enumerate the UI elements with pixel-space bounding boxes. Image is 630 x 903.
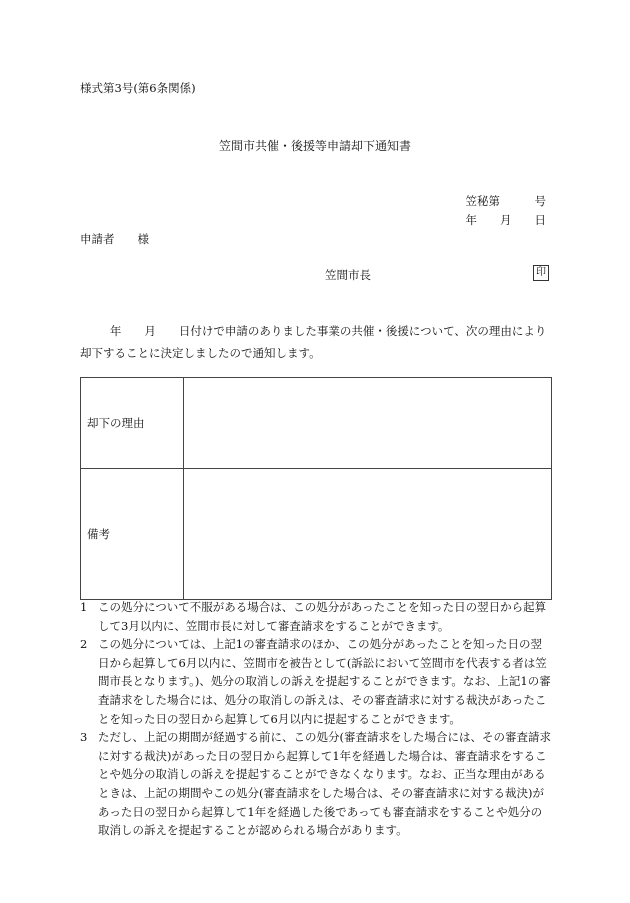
- rejection-reason-value: [184, 378, 552, 469]
- seal-stamp: 印: [533, 265, 549, 281]
- rejection-reason-label: 却下の理由: [81, 378, 184, 469]
- note-item: [80, 728, 552, 840]
- note-text: ただし、上記の期間が経過する前に、この処分(審査請求をした場合には、その審査請求に対する裁決)があった日の翌日から起算して1年を経過した場合は、審査請求をすることや処分の取消しの訴えを提起することができなくなります。なお、正当な理由があるときは、上記の期間やこの処分(審査請求をした場合は、その審査請求に対する裁決)があった日の翌日から起算して1年を経過した後であっても審査請求をすることや処分の取消しの訴えを提起することが認められる場合があります。: [98, 730, 551, 838]
- info-table: [80, 377, 552, 600]
- document-title: 笠間市共催・後援等申請却下通知書: [218, 139, 411, 153]
- note-number: 2: [80, 637, 88, 652]
- remarks-value: [184, 469, 552, 600]
- note-number: 1: [80, 600, 88, 614]
- body-text: [80, 320, 552, 364]
- body-paragraph: 年 月 日付けで申請のありました事業の共催・後援について、次の理由により却下することに決定しましたので通知します。: [80, 324, 547, 360]
- applicant-name: 申請者 様: [80, 232, 149, 246]
- note-item: [80, 635, 552, 728]
- remarks-label: 備考: [81, 469, 184, 600]
- note-text: この処分について不服がある場合は、この処分があったことを知った日の翌日から起算して3月以内に、笠間市長に対して審査請求をすることができます。: [98, 600, 547, 633]
- note-number: 3: [80, 730, 88, 745]
- table-row: [81, 469, 552, 600]
- reference-number: 笠秘第 号: [465, 194, 546, 208]
- table-row: [81, 378, 552, 469]
- issuer-mayor: 笠間市長: [325, 268, 371, 282]
- date-line: 年 月 日: [465, 213, 546, 227]
- note-text: この処分については、上記1の審査請求のほか、この処分があったことを知った日の翌日から起算して6月以内に、笠間市を被告として(訴訟において笠間市を代表する者は笠間市長となります。)、処分の取消しの訴えを提起することができます。なお、上記1の審査請求をした場合には、処分の取消しの訴えは、その審査請求に対する裁決があったことを知った日の翌日から起算して6月以内に提起することができます。: [98, 637, 551, 726]
- note-item: [80, 598, 552, 635]
- notes-list: [80, 598, 552, 840]
- form-number: 様式第3号(第6条関係): [80, 81, 196, 95]
